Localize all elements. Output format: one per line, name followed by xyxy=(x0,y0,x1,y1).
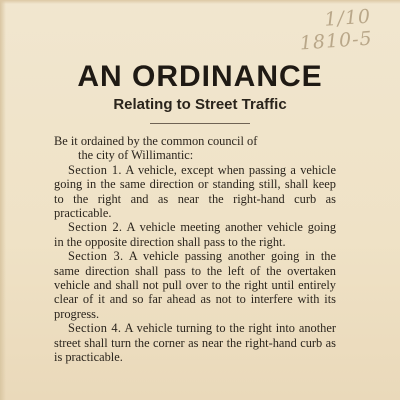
section-3-text: A vehicle passing another going in the same direction shall pass to the left of the overtaken vehicle and shall not pull over to the right until entirely clear of it and so far ahead as not to interfere with its progress. xyxy=(54,249,336,321)
annotation-line-2: 1810-5 xyxy=(299,27,374,55)
preamble xyxy=(54,134,336,163)
section-2-label: Section 2. xyxy=(68,220,123,235)
page-subtitle: Relating to Street Traffic xyxy=(113,96,287,113)
preamble-line-1: Be it ordained by the common council of xyxy=(54,134,258,148)
page-title: AN ORDINANCE xyxy=(77,60,323,93)
ordinance-body xyxy=(54,134,336,365)
title-divider xyxy=(150,123,250,124)
section-2 xyxy=(54,220,336,249)
section-1 xyxy=(54,163,336,221)
handwritten-annotation xyxy=(298,6,374,55)
preamble-line-2: the city of Willimantic: xyxy=(78,148,194,163)
annotation-line-1: 1/10 xyxy=(323,5,372,31)
section-4 xyxy=(54,321,336,364)
section-3-label: Section 3. xyxy=(68,249,124,264)
section-4-text: A vehicle turning to the right into another street shall turn the corner as near the right-hand curb as is practicable. xyxy=(54,321,336,365)
paper-edge-top xyxy=(0,0,400,4)
section-1-text: A vehicle, except when passing a vehicle going in the same direction or standing still, shall keep to the right and as near the right-hand curb as practicable. xyxy=(54,162,336,221)
section-2-text: A vehicle meeting another vehicle going in the opposite direction shall pass to the right. xyxy=(54,220,337,249)
section-3 xyxy=(54,249,336,321)
section-1-label: Section 1. xyxy=(68,162,122,177)
section-4-label: Section 4. xyxy=(68,321,122,336)
